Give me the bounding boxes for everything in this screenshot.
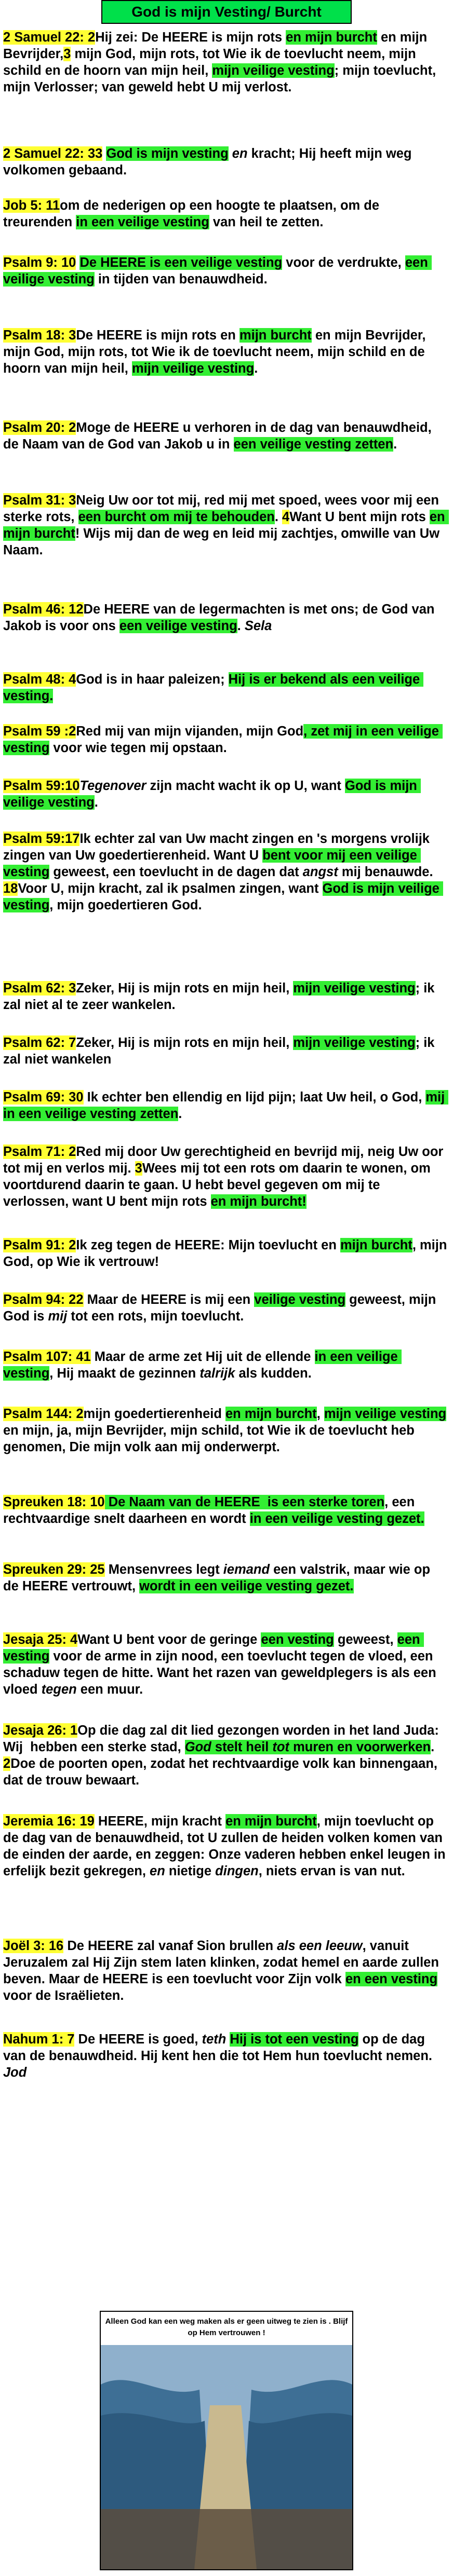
verse-highlight: bent voor mij een veilige vesting: [3, 848, 421, 879]
verse-text: , een rechtvaardige snelt daarheen en wordt: [3, 1495, 419, 1526]
verse-number: 3: [63, 47, 71, 61]
verse-psalm-59-10: [3, 778, 449, 811]
verse-text: kracht; Hij heeft mijn weg volkomen gebaand.: [3, 146, 416, 178]
verse-highlight: mijn veilige vesting: [293, 1035, 416, 1050]
verse-highlight: en mijn burcht: [225, 1407, 317, 1421]
verse-highlight: mijn burcht: [340, 1238, 412, 1252]
verse-jeremia-16-19: [3, 1813, 449, 1879]
verse-highlight: in een veilige vesting gezet.: [249, 1511, 424, 1526]
verse-psalm-62-3: [3, 980, 449, 1013]
verse-spreuken-29-25: [3, 1561, 449, 1594]
verse-highlight: en mijn burcht: [286, 30, 377, 45]
verse-highlight: in een veilige vesting: [3, 1350, 402, 1381]
verse-psalm-31-3: [3, 492, 449, 558]
verse-number: 4: [282, 510, 290, 524]
verse-highlight: een burcht om mij te behouden: [78, 510, 275, 524]
verse-text: een muur.: [76, 1682, 143, 1697]
verse-text: Red mij door Uw gerechtigheid en bevrijd mij, neig Uw oor tot mij en verlos mij.: [3, 1144, 447, 1176]
verse-text: , mijn goedertieren God.: [49, 898, 202, 912]
verse-text: Ik echter ben ellendig en lijd pijn; laat Uw heil, o God,: [83, 1090, 426, 1105]
verse-reference: Psalm 91: 2: [3, 1238, 76, 1252]
verse-text: De HEERE is goed,: [74, 2032, 202, 2047]
verse-psalm-62-7: [3, 1034, 449, 1068]
verse-number: 2: [3, 1756, 11, 1771]
verse-text: ; mijn toevlucht, mijn Verlosser; van geweld hebt U mij verlost.: [3, 63, 440, 94]
verse-text: Zeker, Hij is mijn rots en mijn heil,: [76, 981, 294, 996]
verse-reference: Psalm 46: 12: [3, 602, 84, 617]
verse-reference: Psalm 94: 22: [3, 1292, 84, 1307]
verse-reference: Psalm 31: 3: [3, 493, 76, 508]
verse-psalm-18-3: [3, 327, 449, 377]
verse-highlight: mijn veilige vesting: [212, 63, 335, 78]
verse-text: .: [254, 361, 258, 376]
verse-text: Maar de arme zet Hij uit de ellende: [90, 1350, 315, 1364]
verse-reference: Psalm 59:17: [3, 832, 80, 846]
verse-text: nietige: [165, 1864, 216, 1878]
verse-text: voor de Israëlieten.: [3, 1972, 442, 2003]
verse-highlight: en een vesting: [345, 1972, 438, 1986]
verse-text: , vanuit Jeruzalem zal Hij Zijn stem laten klinken, zodat hemel en aarde zullen beven. Maar de HEERE is een toevlucht voor Zijn volk: [3, 1939, 443, 1986]
verse-highlight: en mijn burcht: [3, 510, 449, 541]
verse-italic: tegen: [41, 1682, 77, 1697]
verse-highlight: tot: [272, 1740, 289, 1754]
verse-text: , mijn toevlucht op de dag van de benauwdheid, tot U zullen de heiden volken komen van de einden der aarde, en zeggen: Onze vaderen hebben enkel leugen in erfelijk bezit gekregen,: [3, 1814, 449, 1878]
verse-number: 18: [3, 881, 18, 896]
verse-italic: dingen: [215, 1864, 259, 1878]
verse-psalm-59-2: [3, 723, 449, 756]
verse-highlight: God is mijn vesting: [106, 146, 229, 161]
verse-text: zijn macht wacht ik op U, want: [146, 779, 345, 793]
verse-italic: Jod: [3, 2065, 27, 2080]
verse-highlight: een vesting: [3, 1632, 424, 1664]
verse-text: en mijn Bevrijder,: [3, 30, 431, 61]
verse-text: , niets ervan is van nut.: [258, 1864, 405, 1878]
verse-text: Hij zei: De HEERE is mijn rots: [95, 30, 286, 45]
verse-reference: 2 Samuel 22: 2: [3, 30, 96, 45]
verse-reference: Psalm 20: 2: [3, 420, 76, 435]
verse-text: .: [94, 795, 98, 810]
verse-text: Moge de HEERE u verhoren in de dag van benauwdheid, de Naam van de God van Jakob u in: [3, 420, 435, 452]
verse-text: een valstrik, maar wie op de HEERE vertrouwt,: [3, 1562, 434, 1593]
verse-text: en mijn, ja, mijn Bevrijder, mijn schild, tot Wie ik de toevlucht heb genomen, Die mijn volk aan mij onderwerpt.: [3, 1407, 450, 1454]
verse-italic: iemand: [223, 1562, 270, 1577]
verse-reference: Psalm 144: 2: [3, 1407, 84, 1421]
verse-highlight: en mijn burcht: [225, 1814, 317, 1829]
verse-jesaja-25-4: [3, 1631, 449, 1698]
verse-text: God is in haar paleizen;: [76, 672, 229, 687]
verse-psalm-9-10: [3, 254, 449, 288]
verse-text: Red mij van mijn vijanden, mijn God: [76, 724, 304, 739]
image-caption: Alleen God kan een weg maken als er geen uitweg te zien is . Blijf op Hem vertrouwen !: [101, 2312, 352, 2345]
verse-text: tot een rots, mijn toevlucht.: [67, 1309, 244, 1324]
verse-highlight: Hij is tot een vesting: [230, 2032, 359, 2047]
page-title: God is mijn Vesting/ Burcht: [101, 0, 352, 24]
verse-text: .: [274, 510, 283, 524]
verse-text: De HEERE van de legermachten is met ons; de God van Jakob is voor ons: [3, 602, 438, 633]
verse-text: geweest, mijn God is: [3, 1292, 440, 1324]
verse-reference: 2 Samuel 22: 33: [3, 146, 103, 161]
verse-reference: Psalm 107: 41: [3, 1350, 91, 1364]
verse-text: van heil te zetten.: [209, 215, 324, 229]
verse-text: .: [237, 619, 245, 633]
verse-joel-3-16: [3, 1938, 449, 2004]
verse-highlight: veilige vesting: [254, 1292, 346, 1307]
verse-text: als kudden.: [235, 1366, 312, 1381]
verse-text: voor de verdrukte,: [282, 255, 405, 270]
verse-highlight: De Naam van de HEERE is een sterke toren: [104, 1495, 385, 1509]
verse-highlight: een veilige vesting: [119, 619, 237, 633]
verse-highlight: mijn burcht: [239, 328, 312, 343]
verse-highlight: wordt in een veilige vesting gezet.: [139, 1579, 354, 1593]
verse-italic: talrijk: [199, 1366, 235, 1381]
verse-reference: Jesaja 25: 4: [3, 1632, 78, 1647]
verse-psalm-144-2: [3, 1406, 449, 1455]
verse-reference: Psalm 59 :2: [3, 724, 76, 739]
verse-italic: Sela: [244, 619, 272, 633]
verse-text: Mensenvrees legt: [104, 1562, 223, 1577]
verse-text: mijn goedertierenheid: [83, 1407, 225, 1421]
verse-reference: Psalm 59:10: [3, 779, 80, 793]
verse-text: ; ik zal niet al te zeer wankelen.: [3, 981, 438, 1012]
verse-italic: Tegenover: [79, 779, 146, 793]
verse-job-5-11: [3, 197, 449, 230]
verse-highlight: God: [184, 1740, 211, 1754]
verse-text: ! Wijs mij dan de weg en leid mij zachtjes, omwille van Uw Naam.: [3, 526, 444, 557]
verse-highlight: God is mijn veilige vesting: [3, 779, 421, 810]
verse-highlight: muren en voorwerken: [289, 1740, 431, 1754]
verse-text: geweest,: [334, 1632, 397, 1647]
verse-italic: en: [150, 1864, 165, 1878]
verse-reference: Psalm 69: 30: [3, 1090, 84, 1105]
verse-reference: Spreuken 29: 25: [3, 1562, 105, 1577]
verse-reference: Spreuken 18: 10: [3, 1495, 105, 1509]
verse-text: , Hij maakt de gezinnen: [49, 1366, 200, 1381]
verse-italic: angst: [302, 865, 338, 879]
verse-text: .: [178, 1107, 182, 1121]
verse-text: Ik zeg tegen de HEERE: Mijn toevlucht en: [76, 1238, 340, 1252]
verse-text: Op die dag zal dit lied gezongen worden in het land Juda: Wij hebben een sterke stad,: [3, 1723, 443, 1754]
verse-text: Neig Uw oor tot mij, red mij met spoed, wees voor mij een sterke rots,: [3, 493, 443, 524]
verse-reference: Joël 3: 16: [3, 1939, 64, 1953]
sea-waves-illustration: [101, 2312, 352, 2569]
verse-reference: Psalm 9: 10: [3, 255, 76, 270]
verse-spreuken-18-10: [3, 1494, 449, 1527]
verse-highlight: in een veilige vesting: [76, 215, 209, 229]
verse-italic: teth: [202, 2032, 226, 2047]
verse-psalm-107-41: [3, 1348, 449, 1382]
verse-psalm-91-2: [3, 1237, 449, 1270]
verse-psalm-71-2: [3, 1143, 449, 1210]
verse-highlight: mijn veilige vesting: [131, 361, 255, 376]
verse-text: .: [431, 1740, 438, 1754]
verse-reference: Job 5: 11: [3, 198, 60, 213]
verse-text: mij benauwde.: [338, 865, 437, 879]
verse-psalm-94-22: [3, 1291, 449, 1325]
verse-text: ,: [316, 1407, 324, 1421]
verse-reference: Psalm 62: 7: [3, 1035, 76, 1050]
verse-text: voor de arme in zijn nood, een toevlucht tegen de vloed, een schaduw tegen de hitte. Want het razen van geweldplegers is als een vloed: [3, 1649, 440, 1697]
verse-highlight: mijn veilige vesting: [324, 1407, 447, 1421]
verse-reference: Jeremia 16: 19: [3, 1814, 95, 1829]
verse-highlight: mij in een veilige vesting zetten: [3, 1090, 449, 1121]
verse-reference: Jesaja 26: 1: [3, 1723, 78, 1738]
verse-highlight: een veilige vesting: [3, 255, 432, 287]
verse-2samuel-22-2: [3, 29, 449, 96]
verse-2samuel-22-33: [3, 145, 449, 179]
verse-psalm-46-12: [3, 601, 449, 634]
verse-highlight: , zet mij in een veilige vesting: [3, 724, 443, 755]
verse-text: in tijden van benauwdheid.: [94, 272, 268, 287]
sea-parting-image: [100, 2311, 353, 2570]
verse-reference: Psalm 71: 2: [3, 1144, 76, 1159]
verse-highlight: God is mijn veilige vesting: [3, 881, 443, 912]
verse-reference: Psalm 48: 4: [3, 672, 76, 687]
verse-number: 3: [135, 1161, 142, 1176]
verse-text: geweest, een toevlucht in de dagen dat: [49, 865, 303, 879]
verse-text: , mijn God, op Wie ik vertrouw!: [3, 1238, 451, 1269]
verse-reference: Nahum 1: 7: [3, 2032, 75, 2047]
verse-text: Voor U, mijn kracht, zal ik psalmen zingen, want: [18, 881, 323, 896]
verse-highlight: een veilige vesting zetten: [233, 437, 394, 452]
verse-highlight: stelt heil: [211, 1740, 273, 1754]
verse-text: Maar de HEERE is mij een: [83, 1292, 255, 1307]
verse-text: Doe de poorten open, zodat het rechtvaardige volk kan binnengaan, dat de trouw bewaart.: [3, 1756, 442, 1788]
verse-text: De HEERE is mijn rots en: [76, 328, 239, 343]
verse-text: ; ik zal niet wankelen: [3, 1035, 438, 1067]
verse-jesaja-26-1: [3, 1722, 449, 1789]
verse-highlight: Hij is er bekend als een veilige vesting.: [3, 672, 424, 703]
verse-text: voor wie tegen mij opstaan.: [49, 741, 227, 755]
verse-text: Ik echter zal van Uw macht zingen en 's morgens vrolijk zingen van Uw goedertierenheid. Want U: [3, 832, 434, 863]
verse-text: en mijn Bevrijder, mijn God, mijn rots, tot Wie ik de toevlucht neem, mijn schild en de hoorn van mijn heil,: [3, 328, 430, 376]
verse-text: Wees mij tot een rots om daarin te wonen, om voortdurend daarin te gaan. U hebt bevel gegeven om mij te verlossen, want U bent mijn rots: [3, 1161, 434, 1209]
verse-psalm-69-30: [3, 1089, 449, 1122]
verse-italic: en: [232, 146, 248, 161]
verse-text: mijn God, mijn rots, tot Wie ik de toevlucht neem, mijn schild en de hoorn van mijn heil,: [3, 47, 420, 78]
verse-highlight: een vesting: [261, 1632, 334, 1647]
verse-text: De HEERE zal vanaf Sion brullen: [63, 1939, 277, 1953]
verse-text: Zeker, Hij is mijn rots en mijn heil,: [76, 1035, 294, 1050]
verse-italic: mij: [48, 1309, 68, 1324]
verse-highlight: De HEERE is een veilige vesting: [79, 255, 283, 270]
verse-psalm-59-17: [3, 830, 449, 914]
verse-highlight: mijn veilige vesting: [293, 981, 416, 996]
verse-psalm-20-2: [3, 419, 449, 453]
verse-highlight: en mijn burcht!: [210, 1194, 307, 1209]
verse-nahum-1-7: [3, 2031, 449, 2081]
verse-text: om de nederigen op een hoogte te plaatsen, om de treurenden: [3, 198, 383, 229]
verse-text: HEERE, mijn kracht: [94, 1814, 226, 1829]
verse-text: Want U bent voor de geringe: [77, 1632, 261, 1647]
verse-psalm-48-4: [3, 671, 449, 704]
verse-text: Want U bent mijn rots: [289, 510, 430, 524]
verse-reference: Psalm 18: 3: [3, 328, 76, 343]
verse-text: op de dag van de benauwdheid. Hij kent hen die tot Hem hun toevlucht nemen.: [3, 2032, 436, 2063]
verse-text: .: [393, 437, 397, 452]
verse-reference: Psalm 62: 3: [3, 981, 76, 996]
verse-italic: als een leeuw: [277, 1939, 363, 1953]
